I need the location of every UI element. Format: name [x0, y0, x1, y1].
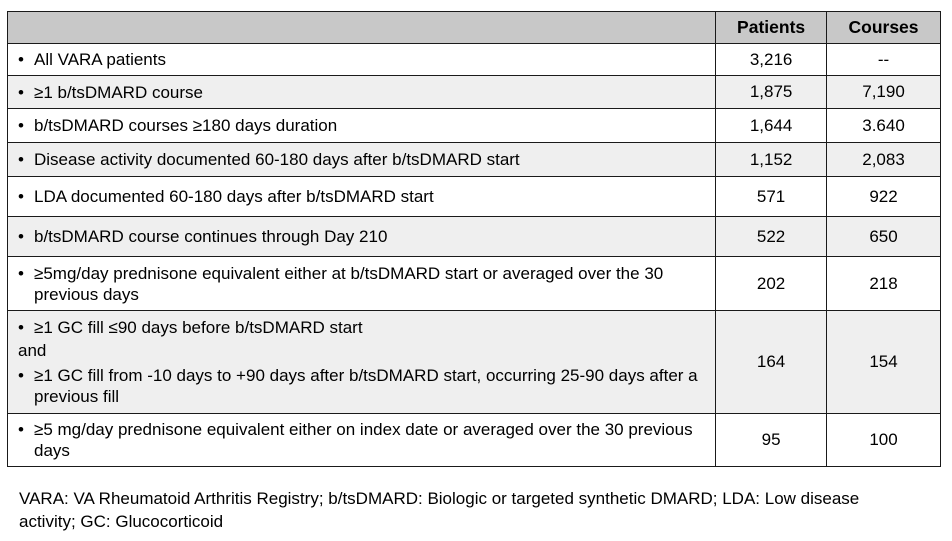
bullet-icon: •	[18, 150, 24, 169]
table-row	[8, 414, 941, 467]
patients-cell: 95	[716, 414, 827, 467]
footnote: VARA: VA Rheumatoid Arthritis Registry; b/tsDMARD: Biologic or targeted synthetic DMARD; LDA: Low disease activity; GC: Glucocorticoid	[19, 489, 860, 531]
row-criterion: • b/tsDMARD course continues through Day 210	[8, 217, 716, 257]
patients-cell: 1,644	[716, 109, 827, 143]
bullet-icon: •	[18, 227, 24, 246]
bullet-icon: •	[18, 50, 24, 69]
row-criterion: • ≥5mg/day prednisone equivalent either at b/tsDMARD start or averaged over the 30 previous days	[8, 257, 716, 311]
table-row	[8, 311, 941, 414]
table-row	[8, 177, 941, 217]
header-courses: Courses	[827, 12, 941, 44]
table-row	[8, 257, 941, 311]
row-criterion: • ≥5 mg/day prednisone equivalent either on index date or averaged over the 30 previous days	[8, 414, 716, 467]
patients-cell: 3,216	[716, 44, 827, 76]
header-patients: Patients	[716, 12, 827, 44]
courses-cell: 154	[827, 311, 941, 414]
cohort-table	[7, 11, 941, 467]
row-criterion: • Disease activity documented 60-180 days after b/tsDMARD start	[8, 143, 716, 177]
patients-cell: 1,875	[716, 76, 827, 109]
table-row	[8, 143, 941, 177]
patients-cell: 1,152	[716, 143, 827, 177]
courses-cell: 2,083	[827, 143, 941, 177]
row-criterion: • ≥1 GC fill ≤90 days before b/tsDMARD start and • ≥1 GC fill from -10 days to +90 days after b/tsDMARD start, occurring 25-90 days after a previous fill	[8, 311, 716, 414]
courses-cell: 7,190	[827, 76, 941, 109]
bullet-icon: •	[18, 263, 24, 283]
bullet-icon: •	[18, 366, 24, 385]
courses-cell: --	[827, 44, 941, 76]
row-criterion: • ≥1 b/tsDMARD course	[8, 76, 716, 109]
patients-cell: 202	[716, 257, 827, 311]
bullet-icon: •	[18, 116, 24, 135]
patients-cell: 164	[716, 311, 827, 414]
patients-cell: 522	[716, 217, 827, 257]
bullet-icon: •	[18, 187, 24, 206]
patients-cell: 571	[716, 177, 827, 217]
bullet-icon: •	[18, 318, 24, 337]
bullet-icon: •	[18, 82, 24, 102]
row-criterion: • All VARA patients	[8, 44, 716, 76]
header-blank-cell	[8, 12, 716, 44]
courses-cell: 650	[827, 217, 941, 257]
table-row	[8, 217, 941, 257]
table-row	[8, 44, 941, 76]
table-row	[8, 76, 941, 109]
courses-cell: 218	[827, 257, 941, 311]
and-connector: and	[18, 341, 47, 360]
row-criterion: • b/tsDMARD courses ≥180 days duration	[8, 109, 716, 143]
table-row	[8, 109, 941, 143]
courses-cell: 3.640	[827, 109, 941, 143]
bullet-icon: •	[18, 420, 24, 439]
row-criterion: • LDA documented 60-180 days after b/tsDMARD start	[8, 177, 716, 217]
courses-cell: 100	[827, 414, 941, 467]
header-row	[8, 12, 941, 44]
courses-cell: 922	[827, 177, 941, 217]
